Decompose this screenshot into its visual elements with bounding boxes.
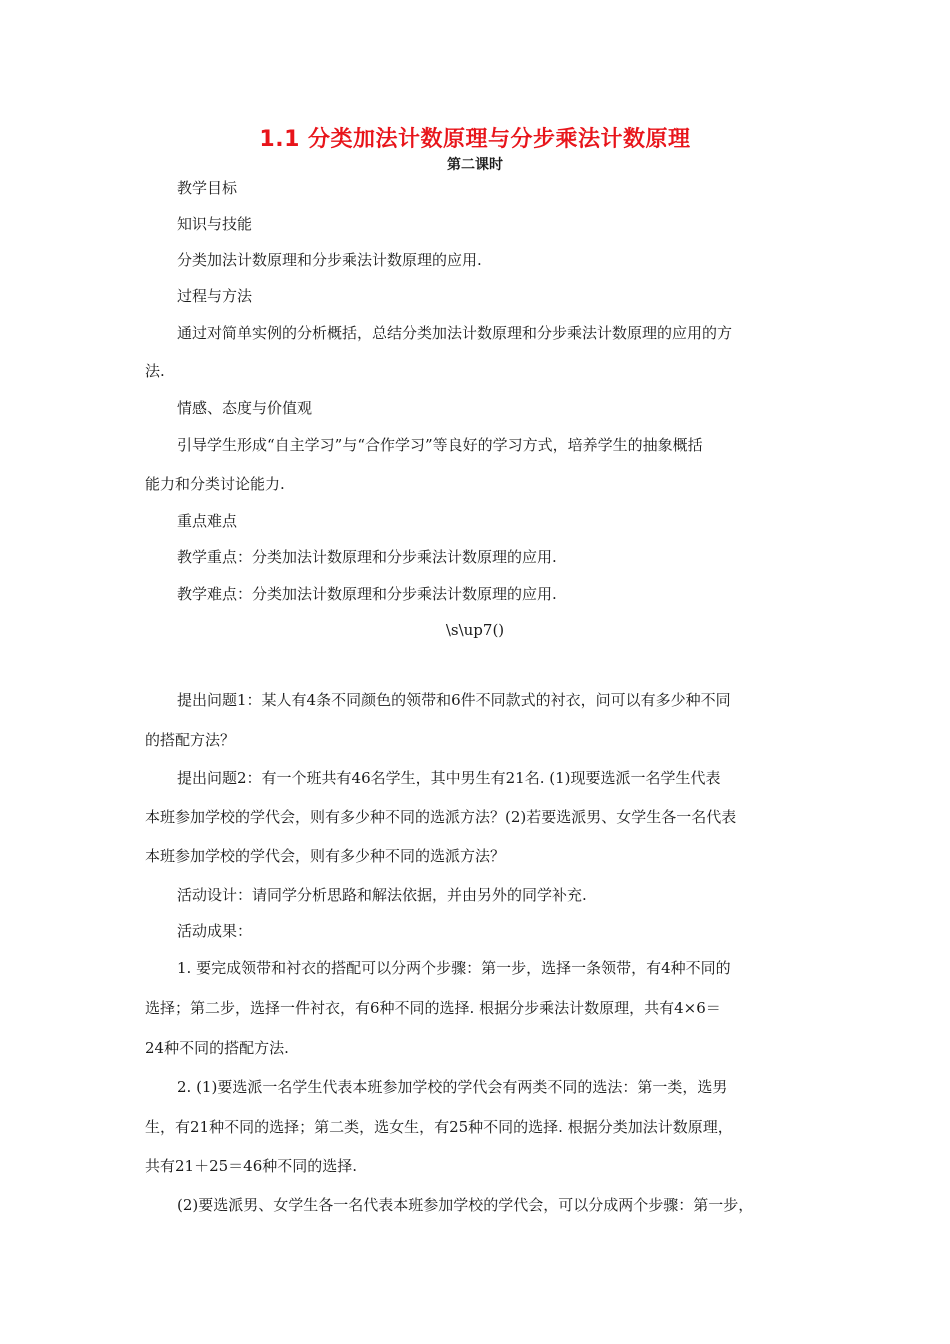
paragraph-line: 教学重点：分类加法计数原理和分步乘法计数原理的应用. [177, 548, 557, 566]
paragraph-line: 能力和分类讨论能力. [145, 475, 285, 493]
paragraph-line: 提出问题1：某人有4条不同颜色的领带和6件不同款式的衬衣，问可以有多少种不同 [177, 691, 731, 709]
paragraph-line: 共有21＋25＝46种不同的选择. [145, 1157, 358, 1175]
paragraph-line: 活动设计：请同学分析思路和解法依据，并由另外的同学补充. [177, 886, 587, 904]
paragraph-line: 活动成果： [177, 922, 253, 940]
heading-teaching-goals: 教学目标 [177, 179, 238, 197]
paragraph-line: 2. (1)要选派一名学生代表本班参加学校的学代会有两类不同的选法：第一类，选男 [177, 1078, 728, 1096]
paragraph-line: 本班参加学校的学代会，则有多少种不同的选派方法？(2)若要选派男、女学生各一名代表 [145, 808, 737, 826]
document-title: 1.1 分类加法计数原理与分步乘法计数原理 [259, 127, 691, 152]
paragraph-line: 的搭配方法？ [145, 731, 236, 749]
lesson-subtitle: 第二课时 [447, 157, 503, 173]
heading-key-points: 重点难点 [177, 512, 238, 530]
paragraph-line: 选择；第二步，选择一件衬衣，有6种不同的选择. 根据分步乘法计数原理，共有4×6＝ [145, 999, 721, 1017]
paragraph-line: (2)要选派男、女学生各一名代表本班参加学校的学代会，可以分成两个步骤：第一步， [177, 1196, 754, 1214]
heading-knowledge-skills: 知识与技能 [177, 215, 253, 233]
paragraph-line: 提出问题2：有一个班共有46名学生，其中男生有21名. (1)现要选派一名学生代表 [177, 769, 721, 787]
paragraph-line: 通过对简单实例的分析概括，总结分类加法计数原理和分步乘法计数原理的应用的方 [177, 324, 733, 342]
paragraph-line: 24种不同的搭配方法. [145, 1039, 289, 1057]
heading-process-methods: 过程与方法 [177, 287, 253, 305]
field-code-text: \s\up7() [445, 621, 505, 639]
paragraph-line: 法. [145, 362, 165, 380]
heading-attitude-values: 情感、态度与价值观 [177, 399, 313, 417]
paragraph-line: 教学难点：分类加法计数原理和分步乘法计数原理的应用. [177, 585, 557, 603]
paragraph-line: 本班参加学校的学代会，则有多少种不同的选派方法？ [145, 847, 506, 865]
paragraph-line: 分类加法计数原理和分步乘法计数原理的应用. [177, 251, 482, 269]
paragraph-line: 生，有21种不同的选择；第二类，选女生，有25种不同的选择. 根据分类加法计数原理， [145, 1118, 733, 1136]
paragraph-line: 1. 要完成领带和衬衣的搭配可以分两个步骤：第一步，选择一条领带，有4种不同的 [177, 959, 731, 977]
paragraph-line: 引导学生形成“自主学习”与“合作学习”等良好的学习方式，培养学生的抽象概括 [177, 436, 703, 454]
